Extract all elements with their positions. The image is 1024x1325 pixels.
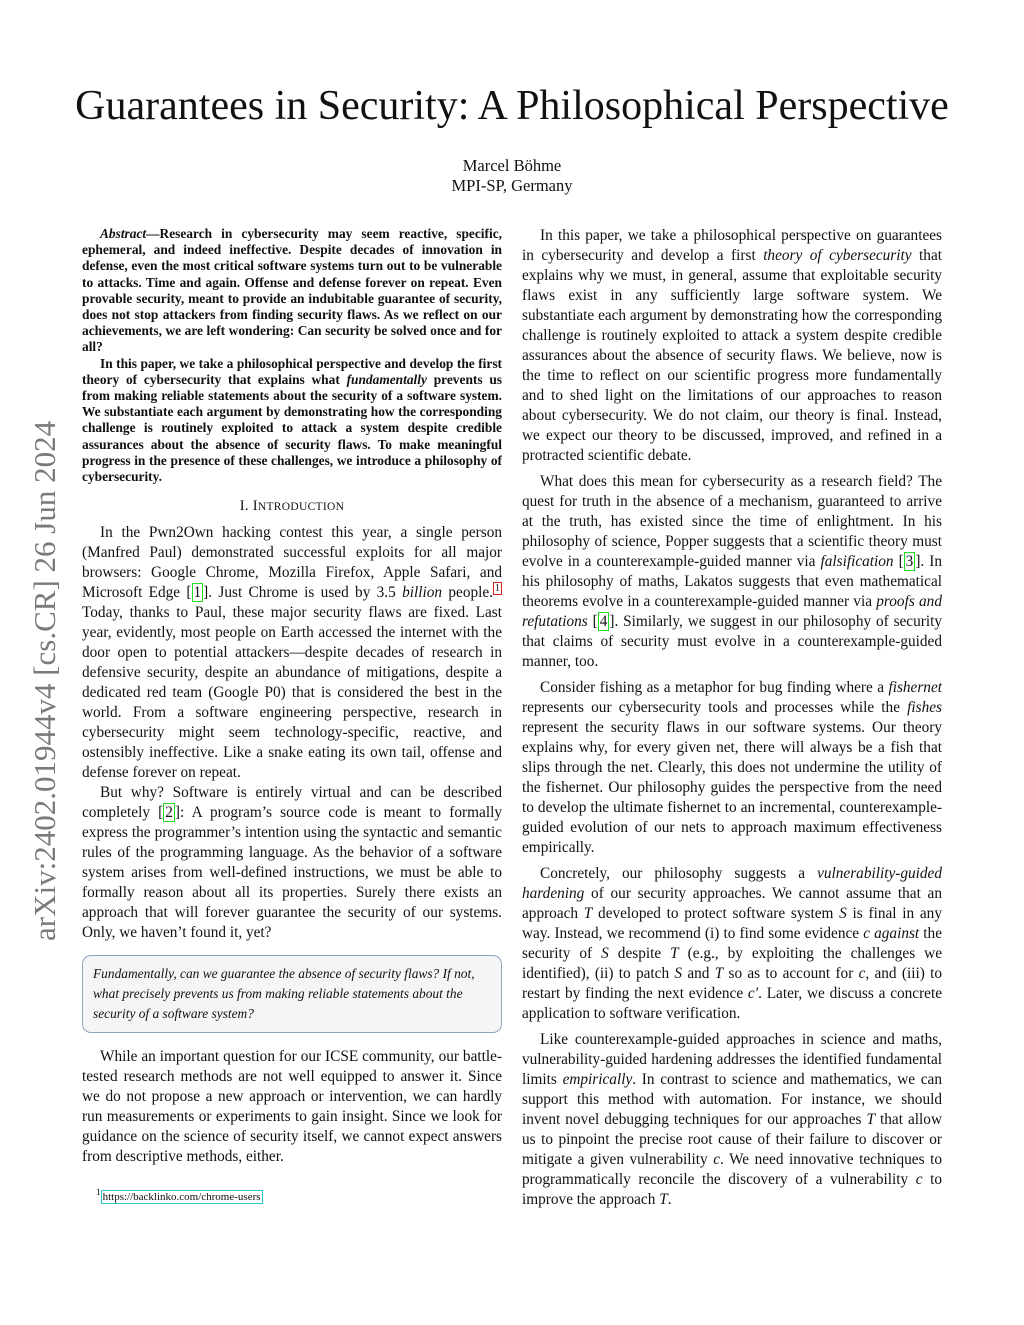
abstract-text-2a: In this paper, we take a philosophical perspective and develop the first theory of cybersecurity that explains what	[82, 355, 502, 387]
var-S: S	[601, 945, 609, 962]
intro-p1b: ]. Just Chrome is used by 3.5	[203, 584, 403, 602]
var-c: c	[915, 1171, 923, 1188]
right-p2-emphasis-1: falsification	[820, 553, 894, 570]
right-p2-emphasis-2: proofs and refutations	[522, 593, 942, 630]
left-column	[82, 226, 502, 1167]
footnote	[96, 1187, 263, 1203]
research-question-callout: Fundamentally, can we guarantee the absence of security flaws? If not, what precisely prevents us from making reliable statements about the security of a software system?	[82, 955, 502, 1033]
right-p1a: In this paper, we take a philosophical perspective on guarantees in cybersecurity and develop a first	[522, 227, 942, 264]
right-paragraph-2	[522, 472, 942, 672]
abstract-paragraph-1	[82, 226, 502, 356]
intro-p1a: In the Pwn2Own hacking contest this year, a single person (Manfred Paul) demonstrated successful exploits for all major browsers: Google Chrome, Mozilla Firefox, Apple Safari, and Microsoft Edge [	[82, 524, 502, 602]
right-p2e: ]. Similarly, we suggest in our philosophy of security that claims of security must evolve in a counterexample-guided manner, too.	[522, 613, 942, 670]
right-p5d: . We need innovative techniques to programmatically reconcile the discovery of a vulnerability	[522, 1151, 942, 1188]
right-p5c: that allow us to pinpoint the precise root cause of their failure to discover or mitigate a given vulnerability	[522, 1111, 942, 1168]
section-title-cap: I	[252, 498, 258, 515]
abstract-label: Abstract	[100, 226, 147, 241]
citation-4[interactable]: 4	[599, 613, 608, 630]
intro-p1c: people.	[442, 584, 493, 602]
right-p2b: [	[893, 553, 904, 570]
right-p3b: represents our cybersecurity tools and processes while the	[522, 699, 908, 716]
citation-3[interactable]: 3	[905, 553, 914, 570]
right-p4k: . Later, we discuss a concrete application to software verification.	[522, 985, 943, 1022]
intro-paragraph-1	[82, 523, 502, 783]
var-S: S	[674, 965, 683, 982]
footnote-link[interactable]: https://backlinko.com/chrome-users	[102, 1190, 261, 1203]
right-p3a: Consider fishing as a metaphor for bug finding where a	[540, 679, 889, 696]
right-column	[522, 226, 942, 1210]
section-numeral: I.	[239, 498, 253, 515]
var-T: T	[583, 905, 593, 922]
right-p4g: (e.g., by exploiting the challenges we identified), (ii) to patch	[522, 945, 942, 982]
citation-1[interactable]: 1	[193, 584, 202, 602]
right-p4e: the security of	[522, 925, 942, 962]
author-affiliation: MPI-SP, Germany	[451, 176, 573, 195]
intro-p2a: But why? Software is entirely virtual and can be described completely [	[82, 784, 502, 822]
right-p3-emphasis-1: fishernet	[888, 679, 942, 696]
abstract-emphasis: fundamentally	[346, 371, 427, 387]
var-T: T	[714, 965, 724, 982]
right-p3-emphasis-2: fishes	[907, 699, 942, 716]
footnote-number: 1	[96, 1187, 101, 1197]
right-paragraph-1	[522, 226, 942, 466]
right-p4-emphasis-2: against	[869, 925, 920, 942]
section-title-rest: NTRODUCTION	[257, 501, 345, 514]
right-p5f: .	[667, 1191, 672, 1208]
right-p1-emphasis: theory of cybersecurity	[763, 247, 912, 264]
intro-p1d: Today, thanks to Paul, these major security flaws are fixed. Last year, evidently, most people on Earth accessed the internet with the door open to potential attackers—despite decades of research in defensive security, despite an abundance of mitigations, despite a dedicated red team (Google P0) that is considered the best in the world. From a software engineering perspective, research in cybersecurity might seem technology-specific, reactive, and ostensibly ineffective. Like a snake eating its own tail, offense and defense forever on repeat.	[82, 604, 502, 782]
right-p4-emphasis-1: vulnerability-guided hardening	[522, 865, 942, 902]
right-p4b: of our security approaches. We cannot assume that an approach	[522, 885, 942, 922]
var-S: S	[839, 905, 847, 922]
right-p2d: [	[587, 613, 598, 630]
right-p4a: Concretely, our philosophy suggests a	[540, 865, 818, 882]
right-paragraph-5	[522, 1030, 942, 1210]
right-p4j: , and (iii) to restart by finding the next evidence	[522, 965, 942, 1002]
right-p5b: . In contrast to science and mathematics, we can support this method with automation. For instance, we should invent novel debugging techniques for our approaches	[522, 1071, 942, 1128]
author-name: Marcel Böhme	[462, 156, 562, 175]
abstract-text-1: —Research in cybersecurity may seem reactive, specific, ephemeral, and indeed ineffective. Despite decades of innovation in defense, even the most critical software systems turn out to be vulnerable to attacks. Time and again. Offense and defense forever on repeat. Even provable security, meant to provide an indubitable guarantee of security, does not stop attackers from finding security flaws. As we reflect on our achievements, we are left wondering: Can security be solved once and for all?	[82, 226, 502, 355]
arxiv-identifier: arXiv:2402.01944v4 [cs.CR] 26 Jun 2024	[27, 420, 62, 941]
right-p3c: represent the security flaws in our software systems. Our theory explains why, for every given net, there will always be a fish that slips through the net. Clearly, this does not undermine the utility of the fishernet. Our philosophy guides the perspective from the need to develop the ultimate fishernet to an incremental, counterexample-guided evolution of our nets to approach maximum effectiveness empirically.	[522, 719, 942, 856]
abstract-text-2b: prevents us from making reliable statements about the security of a software system. We substantiate each argument by demonstrating how the corresponding challenge is routinely exploited to attack a system despite credible assurances about the absence of security flaws. To make meaningful progress in the presence of these challenges, we introduce a philosophy of cybersecurity.	[82, 371, 503, 485]
right-p2a: What does this mean for cybersecurity as a research field? The quest for truth in the absence of a mechanism, guaranteed to arrive at the truth, has existed since the time of enlightment. In his philosophy of science, Popper suggests that a scientific theory must evolve in a counterexample-guided manner via	[522, 473, 942, 570]
right-p5e: to improve the approach	[522, 1171, 942, 1208]
section-heading-introduction	[82, 496, 502, 517]
var-c-prime: c′	[747, 985, 759, 1002]
author-block	[0, 156, 1024, 196]
abstract-paragraph-2	[82, 356, 502, 486]
intro-p2b: ]: A program’s source code is meant to formally express the programmer’s intention using the syntactic and semantic rules of the programming language. As the behavior of a software system arises from well-defined instructions, we must be able to formally reason about all its properties. Surely there exists an approach that will forever guarantee the security of our systems. Only, we haven’t found it, yet?	[82, 804, 502, 942]
var-T: T	[866, 1111, 875, 1128]
right-p5-emphasis: empirically	[562, 1071, 633, 1088]
right-p4i: so as to account for	[723, 965, 859, 982]
right-p5a: Like counterexample-guided approaches in science and maths, vulnerability-guided hardening addresses the identified fundamental limits	[522, 1031, 942, 1088]
right-p4c: developed to protect software system	[592, 905, 840, 922]
right-p4f: despite	[608, 945, 671, 962]
intro-paragraph-3: While an important question for our ICSE community, our battle-tested research methods are not well equipped to answer it. Since we do not propose a new approach or intervention, we can hardly run measurements or experiments to gain insight. Since we look for guidance on the science of security itself, we cannot expect answers from descriptive methods, either.	[82, 1048, 502, 1166]
var-T: T	[670, 945, 679, 962]
right-p1b: that explains why we must, in general, assume that exploitable security flaws exist in any sufficiently large software system. We substantiate each argument by demonstrating how the corresponding challenge is routinely exploited to attack a system despite credible assurances about the absence of security flaws. We believe, now is the time to reflect on our scientific progress more fundamentally and to shed light on the limitations of our approaches to reason about cybersecurity. We do not claim, our theory is final. Instead, we expect our theory to be discussed, improved, and refined in a protracted scientific debate.	[522, 247, 942, 464]
right-p2c: ]. In his philosophy of maths, Lakatos suggests that even mathematical theorems evolve in a counterexample-guided manner via	[522, 553, 942, 610]
right-p4h: and	[682, 965, 715, 982]
intro-p1-emphasis: billion	[402, 584, 443, 602]
right-paragraph-3	[522, 678, 942, 858]
paper-title: Guarantees in Security: A Philosophical Perspective	[75, 83, 949, 129]
intro-paragraph-2	[82, 783, 502, 943]
var-c: c	[713, 1151, 720, 1168]
right-p4d: is final in any way. Instead, we recommend (i) to find some evidence	[522, 905, 942, 942]
right-paragraph-4	[522, 864, 942, 1024]
var-c: c	[863, 925, 870, 942]
citation-2[interactable]: 2	[165, 804, 173, 822]
var-T: T	[659, 1191, 668, 1208]
footnote-marker-1[interactable]: 1	[495, 583, 500, 595]
var-c: c	[858, 965, 866, 982]
